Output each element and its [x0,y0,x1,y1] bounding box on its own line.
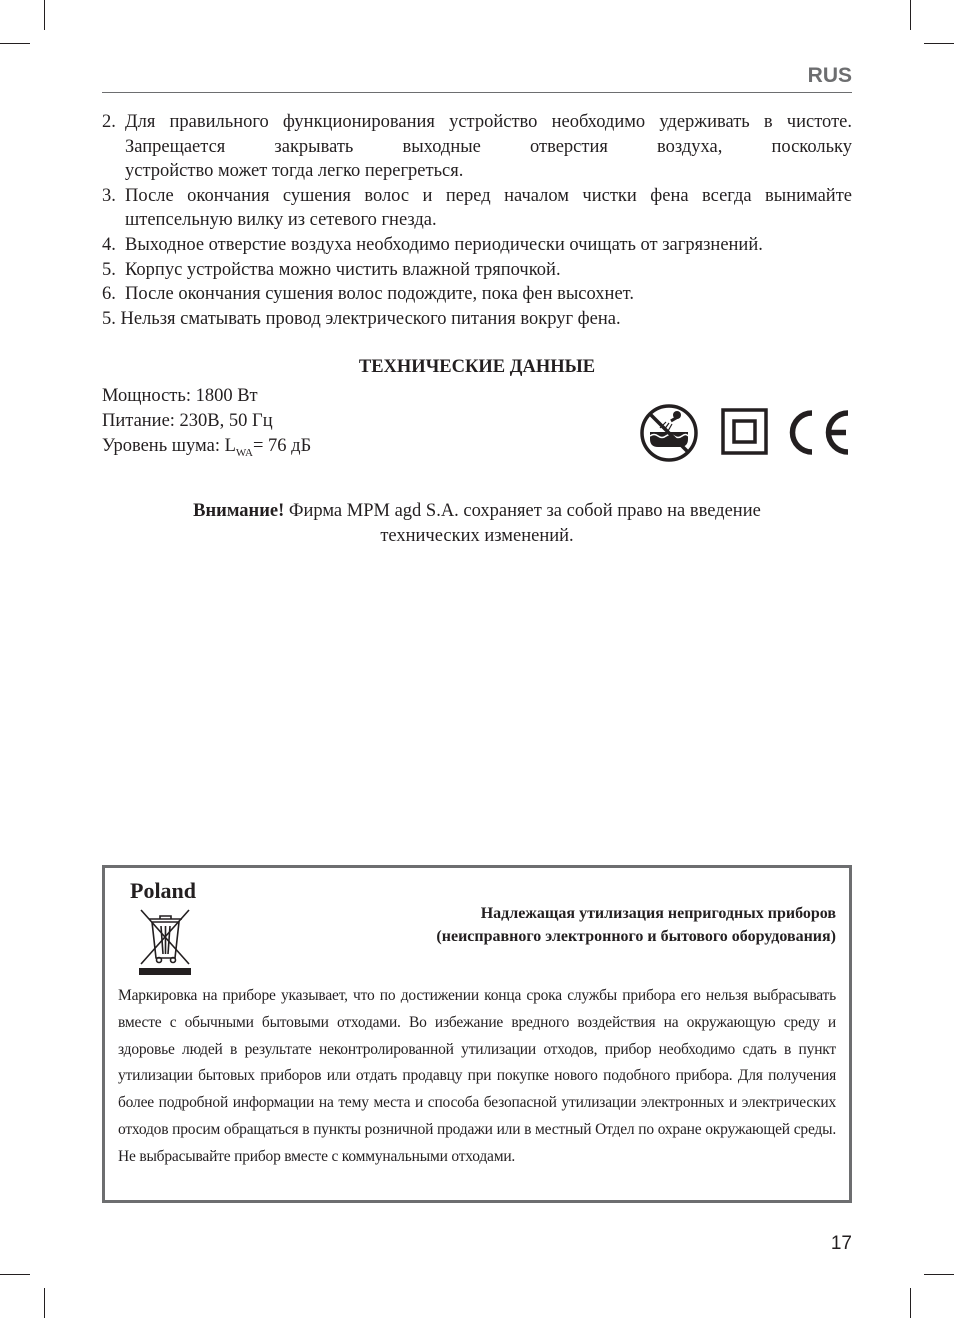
certification-icons [640,404,852,462]
crop-mark [924,43,954,44]
disposal-title-line-2: (неисправного электронного и бытового оборудования) [436,928,836,945]
power-spec: Мощность: 1800 Вт [102,386,258,406]
crossed-out-bin-icon [135,904,195,978]
crop-mark [910,0,911,30]
language-label: RUS [807,64,852,87]
disposal-title [436,902,836,948]
list-number: 4. [102,234,116,255]
tech-data [102,384,311,466]
warning-text: Фирма MPM agd S.A. сохраняет за собой право на введение [284,501,761,521]
list-text-body: Для правильного функционирования устройство необходимо удерживать в чистоте. Запрещается закрывать выходные отверстия воздуха, поскольку [125,112,852,157]
list-number: 2. [102,112,116,132]
list-text: Корпус устройства можно чистить влажной тряпочкой. [125,259,561,280]
list-text-last-line: устройство может тогда легко перегреться. [125,161,464,182]
tech-data-heading: ТЕХНИЧЕСКИЕ ДАННЫЕ [358,357,596,377]
disposal-title-line-1: Надлежащая утилизация непригодных приборов [480,905,836,922]
warning-label: Внимание! [193,501,285,521]
header-rule [102,92,852,93]
list-item [102,184,852,233]
list-text-last-line: штепсельную вилку из сетевого гнезда. [125,210,437,231]
warning-note [102,499,852,549]
list-number: 6. [102,284,116,305]
noise-value: = 76 дБ [253,436,312,456]
list-item [102,233,852,258]
crop-mark [0,43,30,44]
list-item [102,258,852,283]
supply-spec: Питание: 230В, 50 Гц [102,411,273,431]
page-number: 17 [830,1233,852,1254]
disposal-text: Маркировка на приборе указывает, что по достижении конца срока службы прибора его нельзя выбрасывать вместе с обычными бытовыми отходами. Во избежание вредного воздействия на окружающую среду и здоровье людей в результате неконтролированной утилизации отходов, прибор необходимо сдать в пункт утилизации бытовых приборов или отдать продавцу при покупке нового подобного прибора. Для получения более подробной информации на тему места и способа безопасной утилизации электронных и электрических отходов просим обращаться в пункты розничной продажи или в местный Отдел по охране окружающей среды. Не выбрасывайте прибор вместе с коммунальными отходами. [118,987,836,1165]
list-text [125,184,852,233]
warning-line-1 [102,499,852,524]
crop-mark [44,0,45,30]
class-ii-double-insulation-icon [723,410,766,453]
noise-subscript: WA [235,447,253,459]
crop-mark [44,1288,45,1318]
crop-mark [0,1274,30,1275]
list-item: 5. Нельзя сматывать провод электрического питания вокруг фена. [102,308,621,329]
noise-spec [102,434,311,466]
list-item [102,282,852,307]
warning-line-2: технических изменений. [380,526,574,546]
list-item [102,110,852,184]
noise-label: Уровень шума: L [102,436,236,456]
disposal-info-box [102,865,852,1203]
crop-mark [924,1274,954,1275]
country-label: Poland [130,878,197,903]
care-instructions-list [102,110,852,331]
no-bath-use-icon [642,406,696,460]
crop-mark [910,1288,911,1318]
list-number: 5. [102,259,116,280]
list-text: После окончания сушения волос подождите, пока фен высохнет. [125,284,634,305]
list-text-body: После окончания сушения волос и перед началом чистки фена всегда вынимайте [125,185,852,206]
list-text [125,110,852,184]
list-number: 3. [102,185,116,206]
list-text: Выходное отверстие воздуха необходимо периодически очищать от загрязнений. [125,234,763,255]
ce-mark-icon [793,413,849,452]
